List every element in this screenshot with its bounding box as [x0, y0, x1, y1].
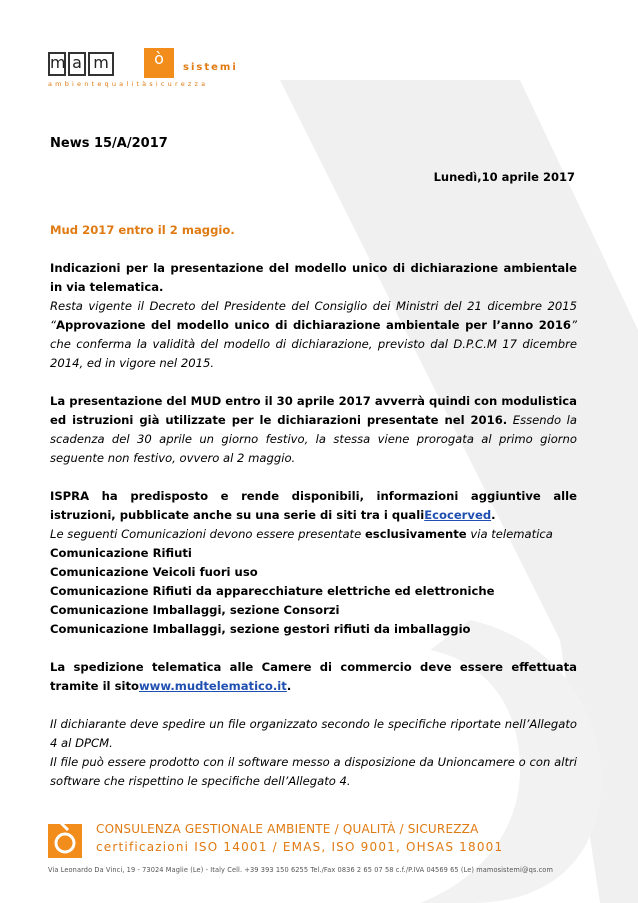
- decree-text-a: Resta vigente il Decreto del Presidente del Consiglio dei Ministri del 21 dicembre 2015 “: [50, 299, 577, 332]
- company-logo: [48, 48, 258, 88]
- logo-letter-a: a: [68, 52, 86, 76]
- footer-logo-icon: [48, 818, 84, 858]
- list-item: Comunicazione Rifiuti: [50, 546, 192, 560]
- footer-certifications: certificazioni ISO 14001 / EMAS, ISO 9001, OHSAS 18001: [96, 840, 504, 854]
- news-date: Lunedì,10 aprile 2017: [433, 170, 575, 184]
- logo-tagline: ambientequalitàsicurezza: [48, 80, 209, 88]
- paragraph-decree: [50, 297, 577, 373]
- footer-contacts: Via Leonardo Da Vinci, 19 - 73024 Maglie (Le) - Italy Cell. +39 393 150 6255 Tel./Fax 0836 2 65 07 58 c.f./P.IVA 04569 65 (Le) mamosistemi@qs.com: [48, 866, 553, 874]
- list-item: Comunicazione Veicoli fuori uso: [50, 565, 258, 579]
- logo-word: sistemi: [183, 62, 238, 73]
- ispra-dot: .: [491, 508, 496, 522]
- mudtelematico-link[interactable]: www.mudtelematico.it: [138, 679, 287, 693]
- news-number: News 15/A/2017: [50, 136, 168, 151]
- paragraph-software: Il file può essere prodotto con il software messo a disposizione da Unioncamere o con altri software che rispettino le specifiche dell’Allegato 4.: [50, 755, 577, 788]
- comunicazioni-bold: esclusivamente: [364, 527, 467, 541]
- article-body: [50, 221, 577, 791]
- paragraph-comunicazioni: [50, 525, 577, 544]
- paragraph-dichiarante: Il dichiarante deve spedire un file organizzato secondo le specifiche riportate nell’Allegato 4 al DPCM.: [50, 717, 577, 750]
- deadline-italic: Essendo la scadenza del 30 aprile un giorno festivo, la stessa viene prorogata al primo giorno seguente non festivo, ovvero al 2 maggio.: [50, 413, 577, 465]
- deadline-bold: La presentazione del MUD entro il 30 aprile 2017 avverrà quindi con modulistica ed istruzioni già utilizzate per le dichiarazioni presentate nel 2016: [50, 394, 577, 427]
- spedizione-dot: .: [286, 679, 292, 693]
- comunicazioni-text: Le seguenti Comunicazioni devono essere presentate: [50, 527, 365, 541]
- logo-letter-m2: m: [88, 52, 114, 76]
- spedizione-text: La spedizione telematica alle Camere di commercio deve essere effettuata tramite il sito: [50, 660, 577, 693]
- logo-letter-m: m: [48, 52, 66, 76]
- paragraph-ispra: [50, 487, 577, 525]
- list-item: Comunicazione Rifiuti da apparecchiature elettriche ed elettroniche: [50, 584, 495, 598]
- list-item: Comunicazione Imballaggi, sezione Consorzi: [50, 603, 340, 617]
- list-item: Comunicazione Imballaggi, sezione gestori rifiuti da imballaggio: [50, 622, 471, 636]
- logo-letter-o: ò: [144, 48, 174, 78]
- decree-title: Approvazione del modello unico di dichiarazione ambientale per l’anno 2016: [56, 318, 571, 332]
- paragraph-deadline: [50, 392, 577, 468]
- comunicazioni-text-end: via telematica: [466, 527, 553, 541]
- paragraph-intro: Indicazioni per la presentazione del modello unico di dichiarazione ambientale in via telematica.: [50, 261, 577, 294]
- deadline-dot: .: [502, 413, 508, 427]
- paragraph-spedizione: [50, 658, 577, 696]
- decree-text-c: ” che conferma la validità del modello di dichiarazione, previsto dal D.P.C.M 17 dicembre 2014, ed in vigore nel 2015.: [50, 318, 577, 370]
- ispra-text: ISPRA ha predisposto e rende disponibili, informazioni aggiuntive alle istruzioni, pubblicate anche su una serie di siti tra i quali: [50, 489, 577, 522]
- headline: Mud 2017 entro il 2 maggio.: [50, 223, 235, 237]
- footer-services: CONSULENZA GESTIONALE AMBIENTE / QUALITÀ / SICUREZZA: [96, 822, 479, 836]
- ecocerved-link[interactable]: Ecocerved: [424, 508, 492, 522]
